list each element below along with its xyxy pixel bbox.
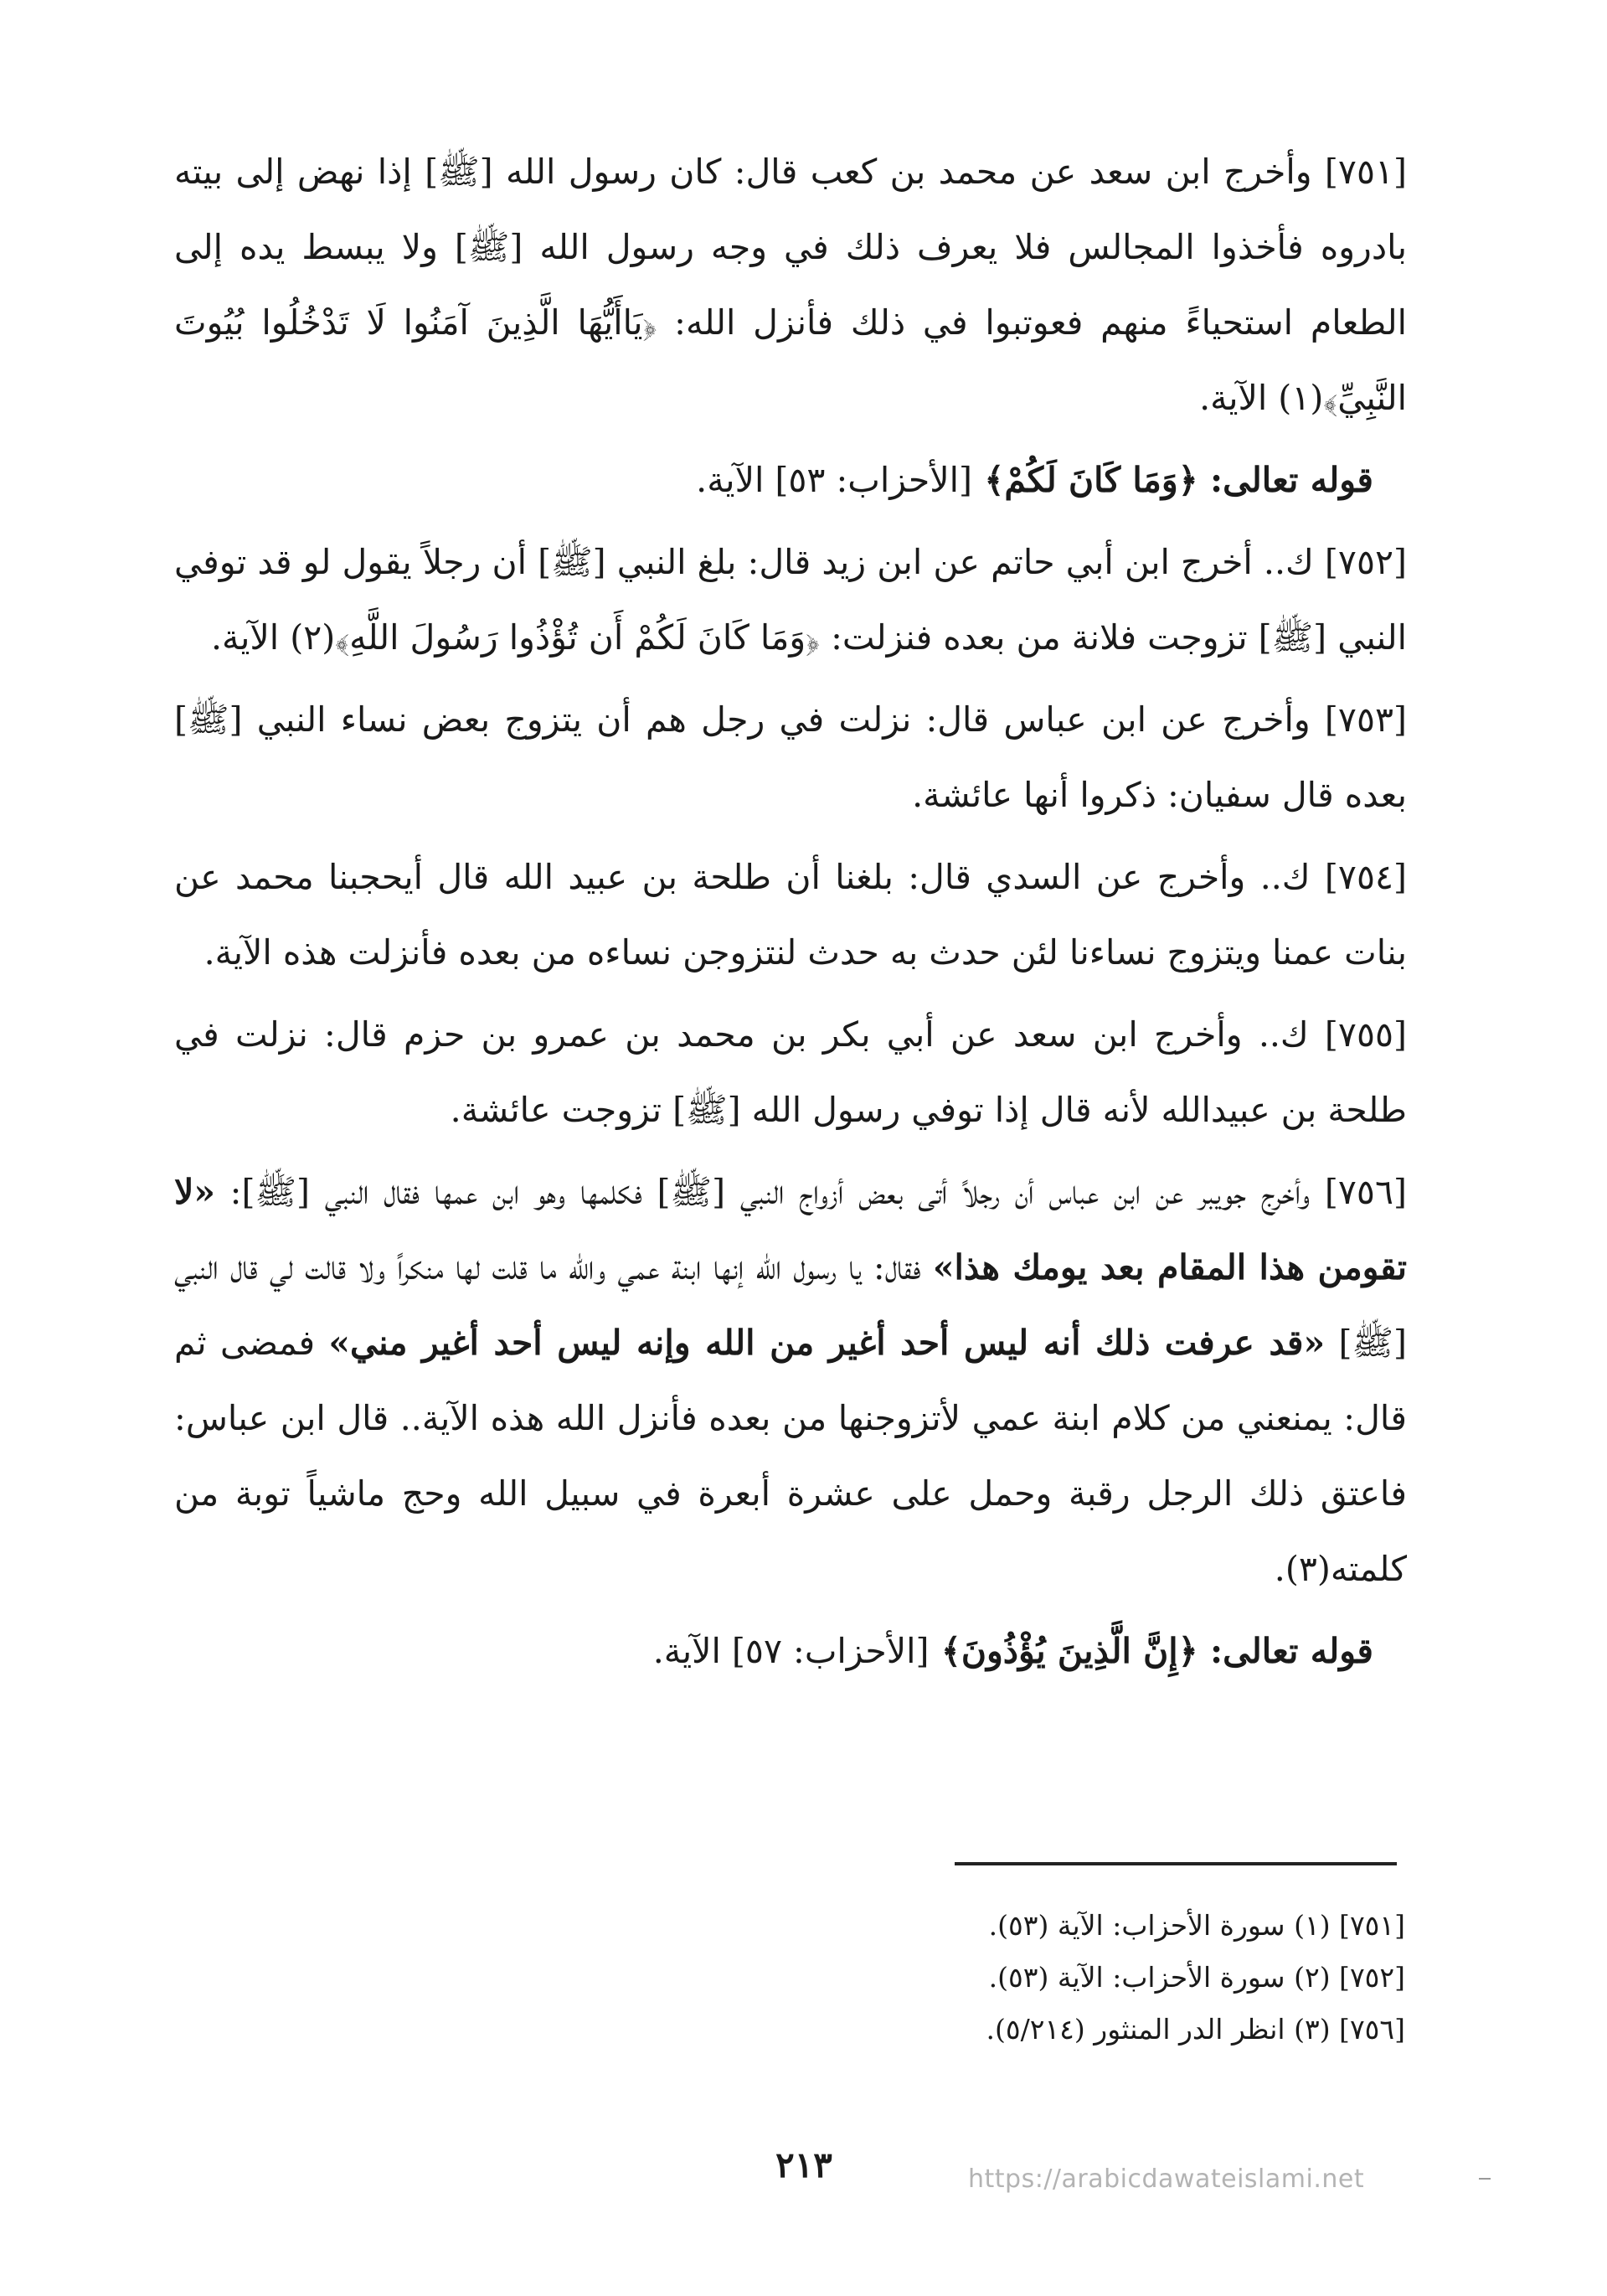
entry-text: ك.. وأخرج عن السدي قال: بلغنا أن طلحة بن عبيد الله قال أيحجبنا محمد عن بنات عمنا ويتزوج نساءنا لئن حدث به حدث لنتزوجن نساءه من بعده فأنزلت هذه الآية.	[174, 857, 1407, 973]
entry-756	[174, 1154, 1407, 1607]
footnotes	[652, 1900, 1405, 2056]
page-number: ٢١٣	[775, 2144, 832, 2185]
footnote-2: [٧٥٢] (٢) سورة الأحزاب: الآية (٥٣).	[988, 1961, 1405, 1994]
entry-text: وأخرج جويبر عن ابن عباس أن رجلاً أتى بعض أزواج النبي [ﷺ] فكلمها وهو ابن عمها فقال النبي [ﷺ]:	[229, 1172, 1311, 1212]
hadith-quote-1: «لا تقومن هذا المقام بعد يومك هذا»	[174, 1172, 1407, 1287]
heading-reference: [الأحزاب: ٥٧] الآية.	[652, 1631, 930, 1671]
entry-751	[174, 134, 1407, 436]
entry-text: وأخرج ابن سعد عن محمد بن كعب قال: كان رسول الله [ﷺ] إذا نهض إلى بيته بادروه فأخذوا المجالس فلا يعرف ذلك في وجه رسول الله [ﷺ] ولا يبسط يده إلى الطعام استحياءً منهم فعوتبوا في ذلك فأنزل الله: ﴿يَاأَيُّهَا الَّذِينَ آمَنُوا لَا تَدْخُلُوا بُيُوتَ النَّبِيِّ﴾(١) الآية.	[174, 152, 1407, 418]
heading-lead: قوله تعالى: ﴿وَمَا كَانَ لَكُمْ﴾	[984, 460, 1373, 500]
footnote-3: [٧٥٦] (٣) انظر الدر المنثور (٥/٢١٤).	[986, 2013, 1405, 2046]
footnote-divider	[955, 1862, 1397, 1865]
entry-753	[174, 682, 1407, 833]
entry-text-end: فمضى ثم قال: يمنعني من كلام ابنة عمي لأتزوجنها من بعده فأنزل الله هذه الآية.. قال ابن عباس: فاعتق ذلك الرجل رقبة وحمل على عشرة أبعرة في سبيل الله وحج ماشياً توبة من كلمته(٣).	[174, 1323, 1408, 1589]
entry-number: [٧٥٢]	[1324, 542, 1407, 582]
entry-text: ك.. وأخرج ابن سعد عن أبي بكر بن محمد بن عمرو بن حزم قال: نزلت في طلحة بن عبيدالله لأنه قال إذا توفي رسول الله [ﷺ] تزوجت عائشة.	[174, 1014, 1407, 1130]
entry-text: ك.. أخرج ابن أبي حاتم عن ابن زيد قال: بلغ النبي [ﷺ] أن رجلاً يقول لو قد توفي النبي [ﷺ] تزوجت فلانة من بعده فنزلت: ﴿وَمَا كَانَ لَكُمْ أَن تُؤْذُوا رَسُولَ اللَّهِ﴾(٢) الآية.	[174, 542, 1407, 658]
footnote-1: [٧٥١] (١) سورة الأحزاب: الآية (٥٣).	[988, 1909, 1405, 1942]
hadith-quote-2: «قد عرفت ذلك أنه ليس أحد أغير من الله وإنه ليس أحد أغير مني»	[328, 1323, 1326, 1363]
verse-heading-2	[174, 1613, 1407, 1689]
entry-754	[174, 839, 1407, 990]
entry-text-cont: فقال: يا رسول الله إنها ابنة عمي والله ما قلت لها منكراً ولا قالت لي قال النبي [ﷺ]	[174, 1247, 1407, 1363]
scan-mark	[1479, 2178, 1491, 2180]
heading-lead: قوله تعالى: ﴿إِنَّ الَّذِينَ يُؤْذُونَ﴾	[940, 1631, 1373, 1671]
entry-755	[174, 997, 1407, 1148]
entry-752	[174, 524, 1407, 675]
entry-number: [٧٥١]	[1324, 152, 1407, 192]
entry-number: [٧٥٥]	[1324, 1014, 1407, 1055]
entry-number: [٧٥٤]	[1324, 857, 1407, 897]
verse-heading-1	[174, 442, 1407, 518]
heading-reference: [الأحزاب: ٥٣] الآية.	[696, 460, 973, 500]
main-text	[174, 134, 1407, 1695]
entry-number: [٧٥٣]	[1324, 699, 1407, 740]
entry-number: [٧٥٦]	[1324, 1172, 1407, 1212]
entry-text: وأخرج عن ابن عباس قال: نزلت في رجل هم أن يتزوج بعض نساء النبي [ﷺ] بعده قال سفيان: ذكروا أنها عائشة.	[174, 699, 1407, 815]
watermark-url: https://arabicdawateislami.net	[968, 2164, 1365, 2194]
